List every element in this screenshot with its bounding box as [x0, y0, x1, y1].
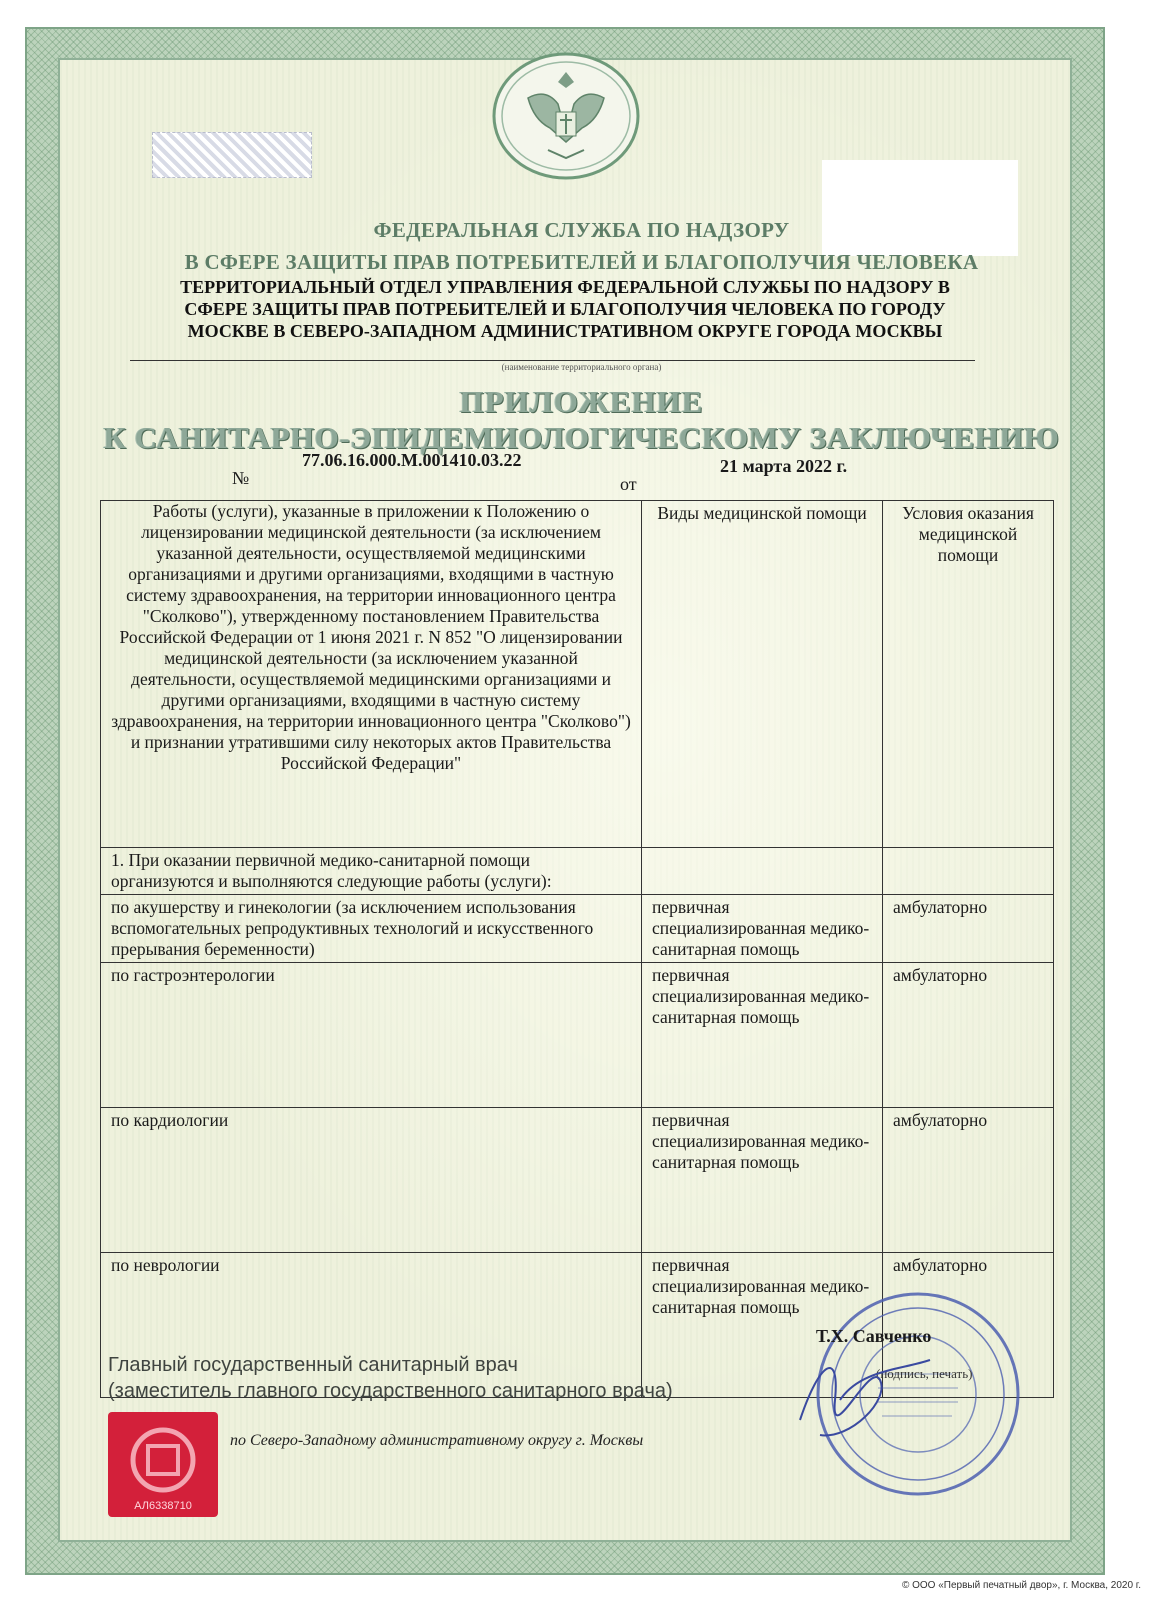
care-type-cell: первичная специализированная медико-санитарная помощь	[642, 1108, 883, 1253]
condition-cell: амбулаторно	[883, 1108, 1054, 1253]
document-title: ПРИЛОЖЕНИЕ	[459, 384, 704, 419]
table-row	[101, 1108, 1054, 1253]
date-label: от	[620, 474, 637, 494]
agency-title-line1: ФЕДЕРАЛЬНАЯ СЛУЖБА ПО НАДЗОРУ	[373, 218, 790, 242]
divider-line	[130, 360, 975, 361]
empty-cell	[642, 848, 883, 895]
district-label: по Северо-Западному административному округу г. Москвы	[230, 1432, 644, 1449]
care-type-cell: первичная специализированная медико-санитарная помощь	[642, 1253, 883, 1398]
services-table	[100, 500, 1054, 1398]
document-number: 77.06.16.000.М.001410.03.22	[302, 450, 522, 470]
work-cell: по кардиологии	[101, 1108, 642, 1253]
header-care-type: Виды медицинской помощи	[642, 501, 883, 848]
care-type-cell: первичная специализированная медико-санитарная помощь	[642, 895, 883, 963]
table-header-row	[101, 501, 1054, 848]
territorial-line: МОСКВЕ В СЕВЕРО-ЗАПАДНОМ АДМИНИСТРАТИВНОМ ОКРУГЕ ГОРОДА МОСКВЫ	[187, 321, 943, 341]
territorial-line: ТЕРРИТОРИАЛЬНЫЙ ОТДЕЛ УПРАВЛЕНИЯ ФЕДЕРАЛЬНОЙ СЛУЖБЫ ПО НАДЗОРУ В	[180, 277, 950, 297]
document-subtitle: К САНИТАРНО-ЭПИДЕМИОЛОГИЧЕСКОМУ ЗАКЛЮЧЕНИЮ	[103, 420, 1060, 455]
care-type-cell: первичная специализированная медико-санитарная помощь	[642, 963, 883, 1108]
condition-cell: амбулаторно	[883, 963, 1054, 1108]
chief-doctor-title	[108, 1352, 673, 1404]
security-pattern-strip	[152, 132, 312, 178]
number-label: №	[232, 468, 250, 488]
table-row	[101, 895, 1054, 963]
work-cell: по акушерству и гинекологии (за исключением использования вспомогательных репродуктивных технологий и искусственного прерывания беременности)	[101, 895, 642, 963]
agency-title-line2: В СФЕРЕ ЗАЩИТЫ ПРАВ ПОТРЕБИТЕЛЕЙ И БЛАГОПОЛУЧИЯ ЧЕЛОВЕКА	[184, 250, 979, 274]
header-care-conditions: Условия оказания медицинской помощи	[883, 501, 1054, 848]
position-line: Главный государственный санитарный врач	[108, 1354, 518, 1376]
table-row	[101, 963, 1054, 1108]
document-date: 21 марта 2022 г.	[720, 456, 848, 476]
territorial-body	[150, 276, 980, 342]
empty-cell	[883, 848, 1054, 895]
hologram-serial: АЛ6338710	[134, 1500, 192, 1512]
work-cell: по гастроэнтерологии	[101, 963, 642, 1108]
position-line: (заместитель главного государственного санитарного врача)	[108, 1380, 673, 1402]
section-row	[101, 848, 1054, 895]
work-cell: по неврологии	[101, 1253, 642, 1398]
printer-copyright: © ООО «Первый печатный двор», г. Москва, 2020 г.	[901, 1580, 1141, 1591]
condition-cell: амбулаторно	[883, 1253, 1054, 1398]
condition-cell: амбулаторно	[883, 895, 1054, 963]
hologram-sticker	[108, 1412, 218, 1517]
signer-name: Т.Х. Савченко	[816, 1326, 932, 1346]
handwritten-signature	[780, 1340, 940, 1450]
signature-note: (подпись, печать)	[876, 1366, 973, 1381]
coat-of-arms-emblem	[488, 50, 644, 182]
territorial-line: СФЕРЕ ЗАЩИТЫ ПРАВ ПОТРЕБИТЕЛЕЙ И БЛАГОПОЛУЧИЯ ЧЕЛОВЕКА ПО ГОРОДУ	[184, 299, 946, 319]
territorial-hint: (наименование территориального органа)	[501, 362, 662, 372]
section-title: 1. При оказании первичной медико-санитарной помощи организуются и выполняются следующие работы (услуги):	[101, 848, 642, 895]
header-works: Работы (услуги), указанные в приложении к Положению о лицензировании медицинской деятельности (за исключением указанной деятельности, осуществляемой медицинскими организациями и другими организациями, входящими в частную систему здравоохранения, на территории инновационного центра "Сколково"), утвержденному постановлением Правительства Российской Федерации от 1 июня 2021 г. N 852 "О лицензировании медицинской деятельности (за исключением указанной деятельности, осуществляемой медицинскими организациями и другими организациями, входящими в частную систему здравоохранения, на территории инновационного центра "Сколково") и признании утратившими силу некоторых актов Правительства Российской Федерации"	[101, 501, 642, 848]
